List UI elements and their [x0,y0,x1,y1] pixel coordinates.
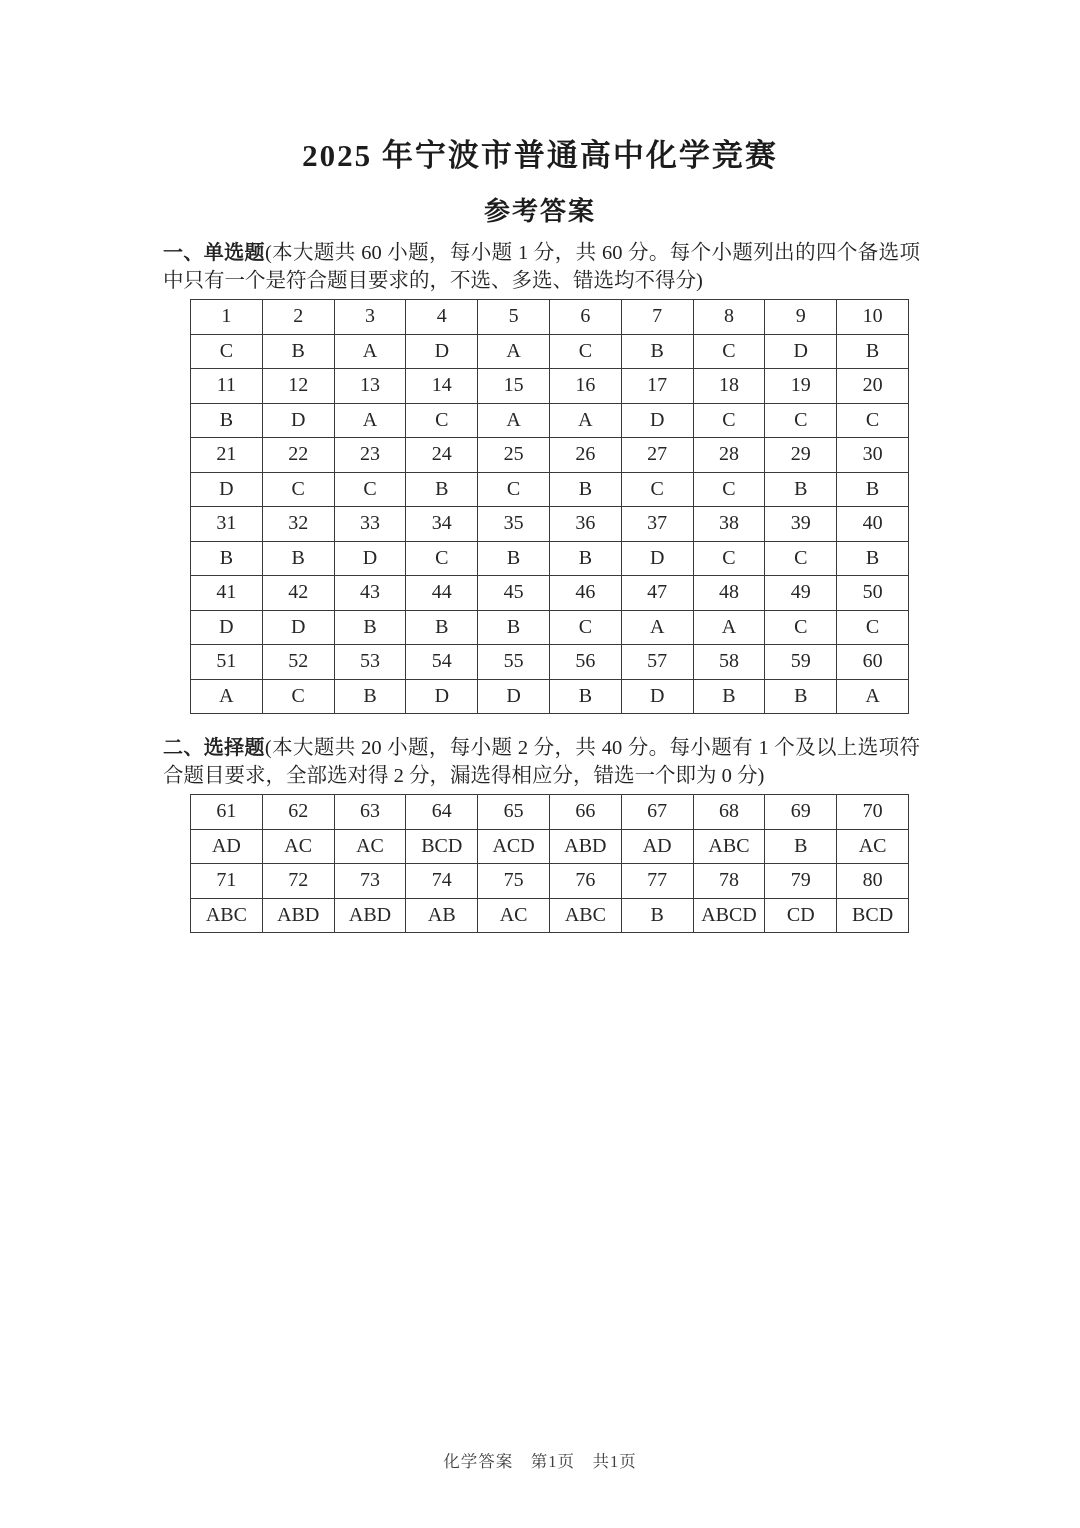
question-number-cell: 8 [693,300,765,335]
question-number-cell: 31 [191,507,263,542]
answer-cell: D [334,541,406,576]
section-heading-multi-choice [163,734,920,790]
answer-cell: D [765,334,837,369]
page-footer: 化学答案 第1页 共1页 [443,1452,637,1471]
answer-cell: D [406,334,478,369]
question-number-cell: 32 [262,507,334,542]
answer-cell: A [334,334,406,369]
question-number-cell: 46 [549,576,621,611]
table-row [191,334,909,369]
table-row [191,679,909,714]
question-number-cell: 11 [191,369,263,404]
answer-cell: ABCD [693,898,765,933]
question-number-cell: 40 [837,507,909,542]
table-row [191,645,909,680]
table-row [191,576,909,611]
question-number-cell: 33 [334,507,406,542]
answer-cell: D [262,403,334,438]
answer-cell: B [406,472,478,507]
question-number-cell: 34 [406,507,478,542]
answer-cell: ABC [693,829,765,864]
answer-cell: AB [406,898,478,933]
question-number-cell: 39 [765,507,837,542]
question-number-cell: 21 [191,438,263,473]
answer-cell: CD [765,898,837,933]
question-number-cell: 15 [478,369,550,404]
answer-cell: C [478,472,550,507]
table-row [191,300,909,335]
question-number-cell: 18 [693,369,765,404]
question-number-cell: 30 [837,438,909,473]
answer-cell: ABD [334,898,406,933]
question-number-cell: 62 [262,795,334,830]
answer-cell: B [406,610,478,645]
answer-cell: B [191,541,263,576]
answer-cell: B [765,472,837,507]
question-number-cell: 29 [765,438,837,473]
answer-cell: BCD [837,898,909,933]
question-number-cell: 68 [693,795,765,830]
answer-cell: D [478,679,550,714]
answer-cell: C [262,472,334,507]
document-subtitle: 参考答案 [483,196,596,226]
question-number-cell: 42 [262,576,334,611]
answer-cell: D [191,472,263,507]
answer-cell: D [406,679,478,714]
question-number-cell: 22 [262,438,334,473]
question-number-cell: 7 [621,300,693,335]
answer-cell: AC [262,829,334,864]
question-number-cell: 5 [478,300,550,335]
answer-cell: B [478,610,550,645]
section-heading-single-choice [163,239,920,295]
answer-cell: D [621,541,693,576]
question-number-cell: 10 [837,300,909,335]
question-number-cell: 19 [765,369,837,404]
answer-cell: C [406,541,478,576]
question-number-cell: 36 [549,507,621,542]
answer-cell: ABD [549,829,621,864]
answer-cell: B [262,541,334,576]
table-row [191,898,909,933]
answer-cell: C [693,541,765,576]
question-number-cell: 1 [191,300,263,335]
answer-cell: A [693,610,765,645]
answer-cell: ABC [191,898,263,933]
answer-cell: B [765,679,837,714]
question-number-cell: 9 [765,300,837,335]
answer-cell: D [191,610,263,645]
answer-cell: B [334,679,406,714]
answer-cell: C [837,403,909,438]
question-number-cell: 12 [262,369,334,404]
answer-cell: B [191,403,263,438]
question-number-cell: 57 [621,645,693,680]
question-number-cell: 59 [765,645,837,680]
answer-cell: A [334,403,406,438]
question-number-cell: 80 [837,864,909,899]
question-number-cell: 58 [693,645,765,680]
answer-cell: A [478,403,550,438]
answer-cell: C [262,679,334,714]
question-number-cell: 53 [334,645,406,680]
answer-cell: B [549,679,621,714]
section-label-single-choice: 一、单选题 [163,242,265,264]
answer-cell: B [837,334,909,369]
table-row [191,507,909,542]
answer-cell: C [406,403,478,438]
answer-cell: D [262,610,334,645]
question-number-cell: 17 [621,369,693,404]
question-number-cell: 4 [406,300,478,335]
question-number-cell: 69 [765,795,837,830]
answer-cell: C [765,403,837,438]
section-desc-multi-choice: (本大题共 20 小题，每小题 2 分，共 40 分。每小题有 1 个及以上选项符合题目要求，全部选对得 2 分，漏选得相应分，错选一个即为 0 分) [163,737,921,787]
spacer [0,714,1080,723]
table-row [191,829,909,864]
table-row [191,610,909,645]
section-desc-single-choice: (本大题共 60 小题，每小题 1 分，共 60 分。每个小题列出的四个备选项中只有一个是符合题目要求的，不选、多选、错选均不得分) [163,242,921,292]
question-number-cell: 41 [191,576,263,611]
table-row [191,472,909,507]
question-number-cell: 79 [765,864,837,899]
answer-cell: ACD [478,829,550,864]
answer-cell: C [334,472,406,507]
answer-cell: A [621,610,693,645]
question-number-cell: 67 [621,795,693,830]
table-row [191,541,909,576]
question-number-cell: 49 [765,576,837,611]
question-number-cell: 73 [334,864,406,899]
answer-cell: B [262,334,334,369]
question-number-cell: 43 [334,576,406,611]
question-number-cell: 47 [621,576,693,611]
answer-table-single-choice [190,299,909,714]
answer-cell: C [621,472,693,507]
question-number-cell: 35 [478,507,550,542]
answer-cell: ABC [549,898,621,933]
question-number-cell: 56 [549,645,621,680]
question-number-cell: 48 [693,576,765,611]
answer-cell: B [837,541,909,576]
answer-cell: AD [621,829,693,864]
question-number-cell: 3 [334,300,406,335]
answer-cell: D [621,679,693,714]
table-row [191,369,909,404]
answer-cell: AC [478,898,550,933]
question-number-cell: 78 [693,864,765,899]
answer-cell: AC [837,829,909,864]
answer-cell: AC [334,829,406,864]
answer-cell: C [765,610,837,645]
answer-cell: A [478,334,550,369]
answer-cell: C [765,541,837,576]
question-number-cell: 45 [478,576,550,611]
table-row [191,864,909,899]
question-number-cell: 75 [478,864,550,899]
question-number-cell: 52 [262,645,334,680]
question-number-cell: 16 [549,369,621,404]
answer-cell: C [693,472,765,507]
question-number-cell: 27 [621,438,693,473]
question-number-cell: 6 [549,300,621,335]
answer-cell: B [693,679,765,714]
question-number-cell: 28 [693,438,765,473]
question-number-cell: 14 [406,369,478,404]
answer-cell: B [621,334,693,369]
question-number-cell: 51 [191,645,263,680]
question-number-cell: 76 [549,864,621,899]
question-number-cell: 37 [621,507,693,542]
answer-cell: B [478,541,550,576]
question-number-cell: 70 [837,795,909,830]
question-number-cell: 24 [406,438,478,473]
question-number-cell: 71 [191,864,263,899]
answer-cell: A [191,679,263,714]
answer-cell: ABD [262,898,334,933]
question-number-cell: 20 [837,369,909,404]
answer-cell: D [621,403,693,438]
answer-cell: C [549,610,621,645]
answer-cell: B [334,610,406,645]
question-number-cell: 63 [334,795,406,830]
section-label-multi-choice: 二、选择题 [163,737,265,759]
question-number-cell: 55 [478,645,550,680]
table-row [191,438,909,473]
answer-cell: C [693,403,765,438]
table-row [191,403,909,438]
answer-cell: B [621,898,693,933]
question-number-cell: 74 [406,864,478,899]
answer-cell: B [549,541,621,576]
question-number-cell: 72 [262,864,334,899]
question-number-cell: 23 [334,438,406,473]
document-title: 2025 年宁波市普通高中化学竞赛 [302,138,778,173]
question-number-cell: 65 [478,795,550,830]
answer-cell: B [837,472,909,507]
question-number-cell: 77 [621,864,693,899]
answer-cell: AD [191,829,263,864]
table-row [191,795,909,830]
question-number-cell: 60 [837,645,909,680]
question-number-cell: 26 [549,438,621,473]
answer-table-multi-choice [190,794,909,933]
question-number-cell: 38 [693,507,765,542]
answer-cell: A [549,403,621,438]
answer-cell: C [191,334,263,369]
question-number-cell: 44 [406,576,478,611]
question-number-cell: 25 [478,438,550,473]
question-number-cell: 64 [406,795,478,830]
answer-cell: B [765,829,837,864]
question-number-cell: 66 [549,795,621,830]
answer-cell: C [693,334,765,369]
question-number-cell: 61 [191,795,263,830]
question-number-cell: 2 [262,300,334,335]
answer-cell: C [837,610,909,645]
answer-cell: BCD [406,829,478,864]
question-number-cell: 13 [334,369,406,404]
answer-cell: B [549,472,621,507]
answer-cell: A [837,679,909,714]
question-number-cell: 54 [406,645,478,680]
answer-cell: C [549,334,621,369]
question-number-cell: 50 [837,576,909,611]
